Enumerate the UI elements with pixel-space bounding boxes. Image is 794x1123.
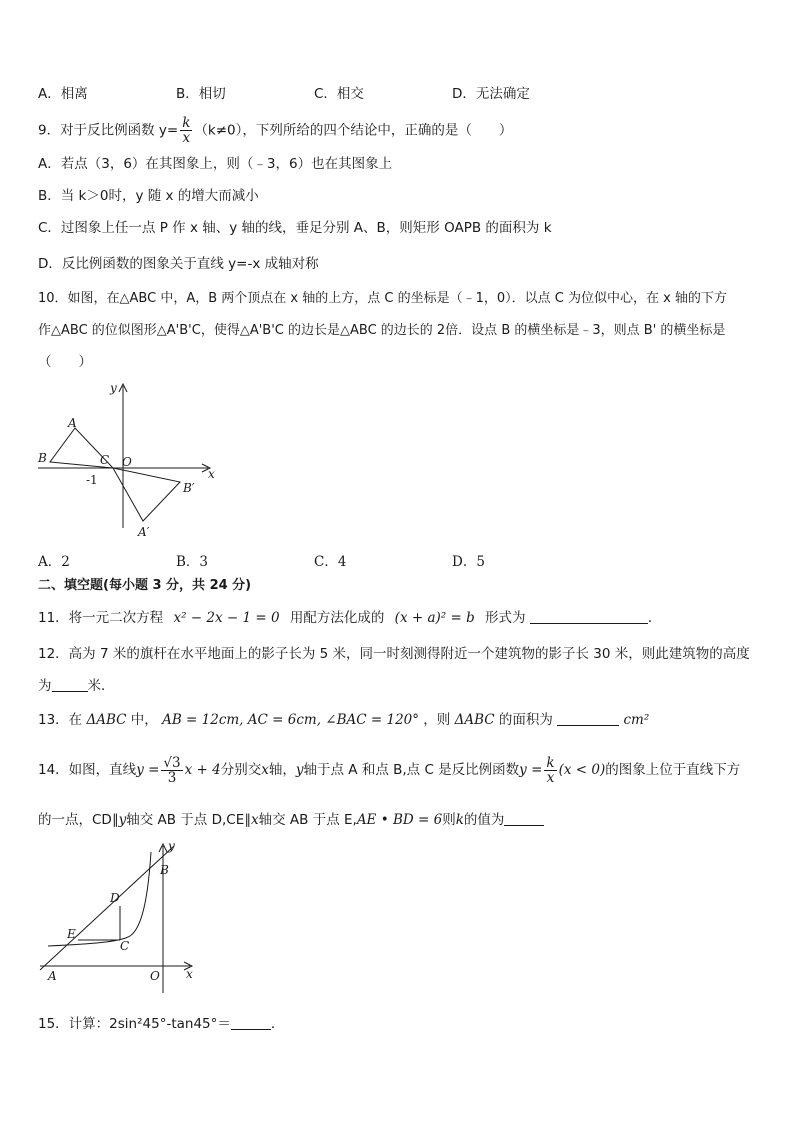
q9-option-c: C．过图象上任一点 P 作 x 轴、y 轴的线，垂足分别 A、B，则矩形 OAPB 的面积为 k xyxy=(38,220,552,236)
q14-tail: x + 4 xyxy=(184,762,221,778)
q10-figure xyxy=(30,378,230,543)
q14-y-eq2: y = xyxy=(519,762,543,778)
q14-line2-y: y xyxy=(118,812,127,828)
q15-end: ． xyxy=(270,1016,285,1032)
q13-answer-blank[interactable] xyxy=(557,711,619,726)
q14-line2-b: 轴交 AB 于点 D,CE∥ xyxy=(126,812,251,828)
q14-line-ab xyxy=(40,846,174,970)
q12-answer-blank[interactable] xyxy=(52,677,88,692)
q14-line2-e: 的值为 xyxy=(463,812,505,828)
q15-text: 15．计算：2sin²45°-tan45°＝ xyxy=(38,1016,231,1032)
q11-form: (x + a)² = b xyxy=(394,610,475,626)
q14-line2-eq: AE • BD = 6 xyxy=(356,812,443,828)
q10-label-c: C xyxy=(100,453,110,467)
q9-option-d: D．反比例函数的图象关于直线 y=-x 成轴对称 xyxy=(38,256,319,272)
q10-line3: （ ） xyxy=(38,354,92,370)
q14-mid: 分别交 xyxy=(220,762,262,778)
q14-line2-a: 的一点，CD∥ xyxy=(38,812,119,828)
q10-line2: 作△ABC 的位似图形△A'B'C，使得△A'B'C 的边长是△ABC 的边长的 2倍．设点 B 的横坐标是﹣3，则点 B' 的横坐标是 xyxy=(38,323,726,338)
q14-x-den: x xyxy=(546,769,555,786)
q14-label-b: B xyxy=(160,863,169,877)
q10-label-a: A xyxy=(68,416,77,430)
q13 xyxy=(38,710,649,730)
q14-k: k xyxy=(546,754,555,771)
q14-line2-d: 则 xyxy=(442,812,456,828)
q14-mid2: 轴， xyxy=(268,762,296,778)
q10-option-a: A．2 xyxy=(38,554,70,570)
q14-label-a: A xyxy=(48,969,57,983)
q14-mid3: 轴于点 A 和点 B,点 C 是反比例函数 xyxy=(303,762,520,778)
q10-option-b: B．3 xyxy=(176,554,209,570)
q14-label-y: y xyxy=(168,839,175,853)
q11-equation: x² − 2x − 1 = 0 xyxy=(173,610,280,626)
q14-label-o: O xyxy=(150,969,160,983)
q9-stem xyxy=(38,116,512,145)
q14-answer-blank[interactable] xyxy=(504,811,544,826)
q10-line1: 10．如图，在△ABC 中，A，B 两个顶点在 x 轴的上方，点 C 的坐标是（﹣1，0）．以点 C 为位似中心，在 x 轴的下方 xyxy=(38,291,727,306)
q15-answer-blank[interactable] xyxy=(231,1015,271,1030)
q10-option-d: D．5 xyxy=(452,554,485,570)
q14-sqrt-num: √3 xyxy=(163,754,181,771)
q14-prefix: 14．如图，直线 xyxy=(38,762,137,778)
q8-option-c: C．相交 xyxy=(314,86,364,102)
q8-option-b: B．相切 xyxy=(176,86,226,102)
q9-prefix: 9．对于反比例函数 y= xyxy=(38,122,179,139)
q14-line2-k: k xyxy=(455,812,464,828)
q13-mid: 中， xyxy=(130,712,158,728)
q14-sqrt-fraction xyxy=(161,756,182,785)
q14-label-c: C xyxy=(120,939,130,953)
q14-figure xyxy=(30,838,210,998)
q10-label-x: x xyxy=(208,467,215,481)
q13-mid2: ，则 xyxy=(423,712,451,728)
q8-option-d: D．无法确定 xyxy=(452,86,530,102)
q9-frac-den: x xyxy=(182,130,191,146)
q9-option-a: A．若点（3，6）在其图象上，则（﹣3，6）也在其图象上 xyxy=(38,156,393,172)
q10-label-y: y xyxy=(110,381,117,395)
q13-triangle2: ΔABC xyxy=(454,712,495,728)
q14-line2 xyxy=(38,810,544,830)
q9-suffix: （k≠0），下列所给的四个结论中，正确的是（ ） xyxy=(194,122,513,139)
q11-end: ． xyxy=(647,610,662,626)
q10-option-c: C．4 xyxy=(314,554,347,570)
q12-line1: 12．高为 7 米的旗杆在水平地面上的影子长为 5 米，同一时刻测得附近一个建筑物的影子长 30 米，则此建筑物的高度 xyxy=(38,646,750,662)
q11-mid: 用配方法化成的 xyxy=(289,610,385,626)
q14-k-fraction xyxy=(544,756,556,785)
q14-suffix: 的图象上位于直线下方 xyxy=(605,762,741,778)
q10-label-o: O xyxy=(122,455,132,469)
q14-cond: (x < 0) xyxy=(558,762,606,778)
q13-conditions: AB = 12cm, AC = 6cm, ∠BAC = 120° xyxy=(162,712,419,728)
q9-frac-num: k xyxy=(182,115,191,131)
q12-prefix: 为 xyxy=(38,678,52,694)
q13-suffix: 的面积为 xyxy=(498,712,553,728)
q13-unit: cm² xyxy=(623,712,650,728)
q10-label-b: B xyxy=(38,451,47,465)
q14-line2-c: 轴交 AB 于点 E, xyxy=(258,812,357,828)
q13-triangle: ΔABC xyxy=(86,712,127,728)
q11-suffix: 形式为 xyxy=(485,610,526,626)
q12-suffix: 米． xyxy=(87,678,115,694)
q14-frac-den: 3 xyxy=(167,769,177,786)
q14-label-d: D xyxy=(110,891,120,905)
q10-label-a-prime: A′ xyxy=(138,525,150,539)
q13-prefix: 13．在 xyxy=(38,712,83,728)
q14-x-axis: x xyxy=(261,762,269,778)
q8-option-a: A．相离 xyxy=(38,86,88,102)
q15 xyxy=(38,1014,284,1034)
q8-options xyxy=(38,82,758,102)
q11-answer-blank[interactable] xyxy=(530,609,648,624)
q11 xyxy=(38,608,661,628)
q14-line1 xyxy=(38,754,740,786)
q14-line2-x: x xyxy=(250,812,259,828)
q10-label-b-prime: B′ xyxy=(183,481,195,495)
q14-label-x: x xyxy=(186,967,193,981)
q14-label-e: E xyxy=(67,927,76,941)
q10-label-neg1: -1 xyxy=(86,473,98,487)
q10-options xyxy=(38,550,758,570)
q14-hyperbola xyxy=(48,852,151,946)
q14-y-axis: y xyxy=(295,762,304,778)
q9-option-b: B．当 k＞0时，y 随 x 的增大而减小 xyxy=(38,188,259,204)
q12-line2 xyxy=(38,676,115,696)
q14-y-eq: y = xyxy=(136,762,160,778)
q11-prefix: 11．将一元二次方程 xyxy=(38,610,164,626)
section2-title: 二、填空题(每小题 3 分，共 24 分) xyxy=(38,578,252,593)
q9-fraction xyxy=(180,116,192,145)
